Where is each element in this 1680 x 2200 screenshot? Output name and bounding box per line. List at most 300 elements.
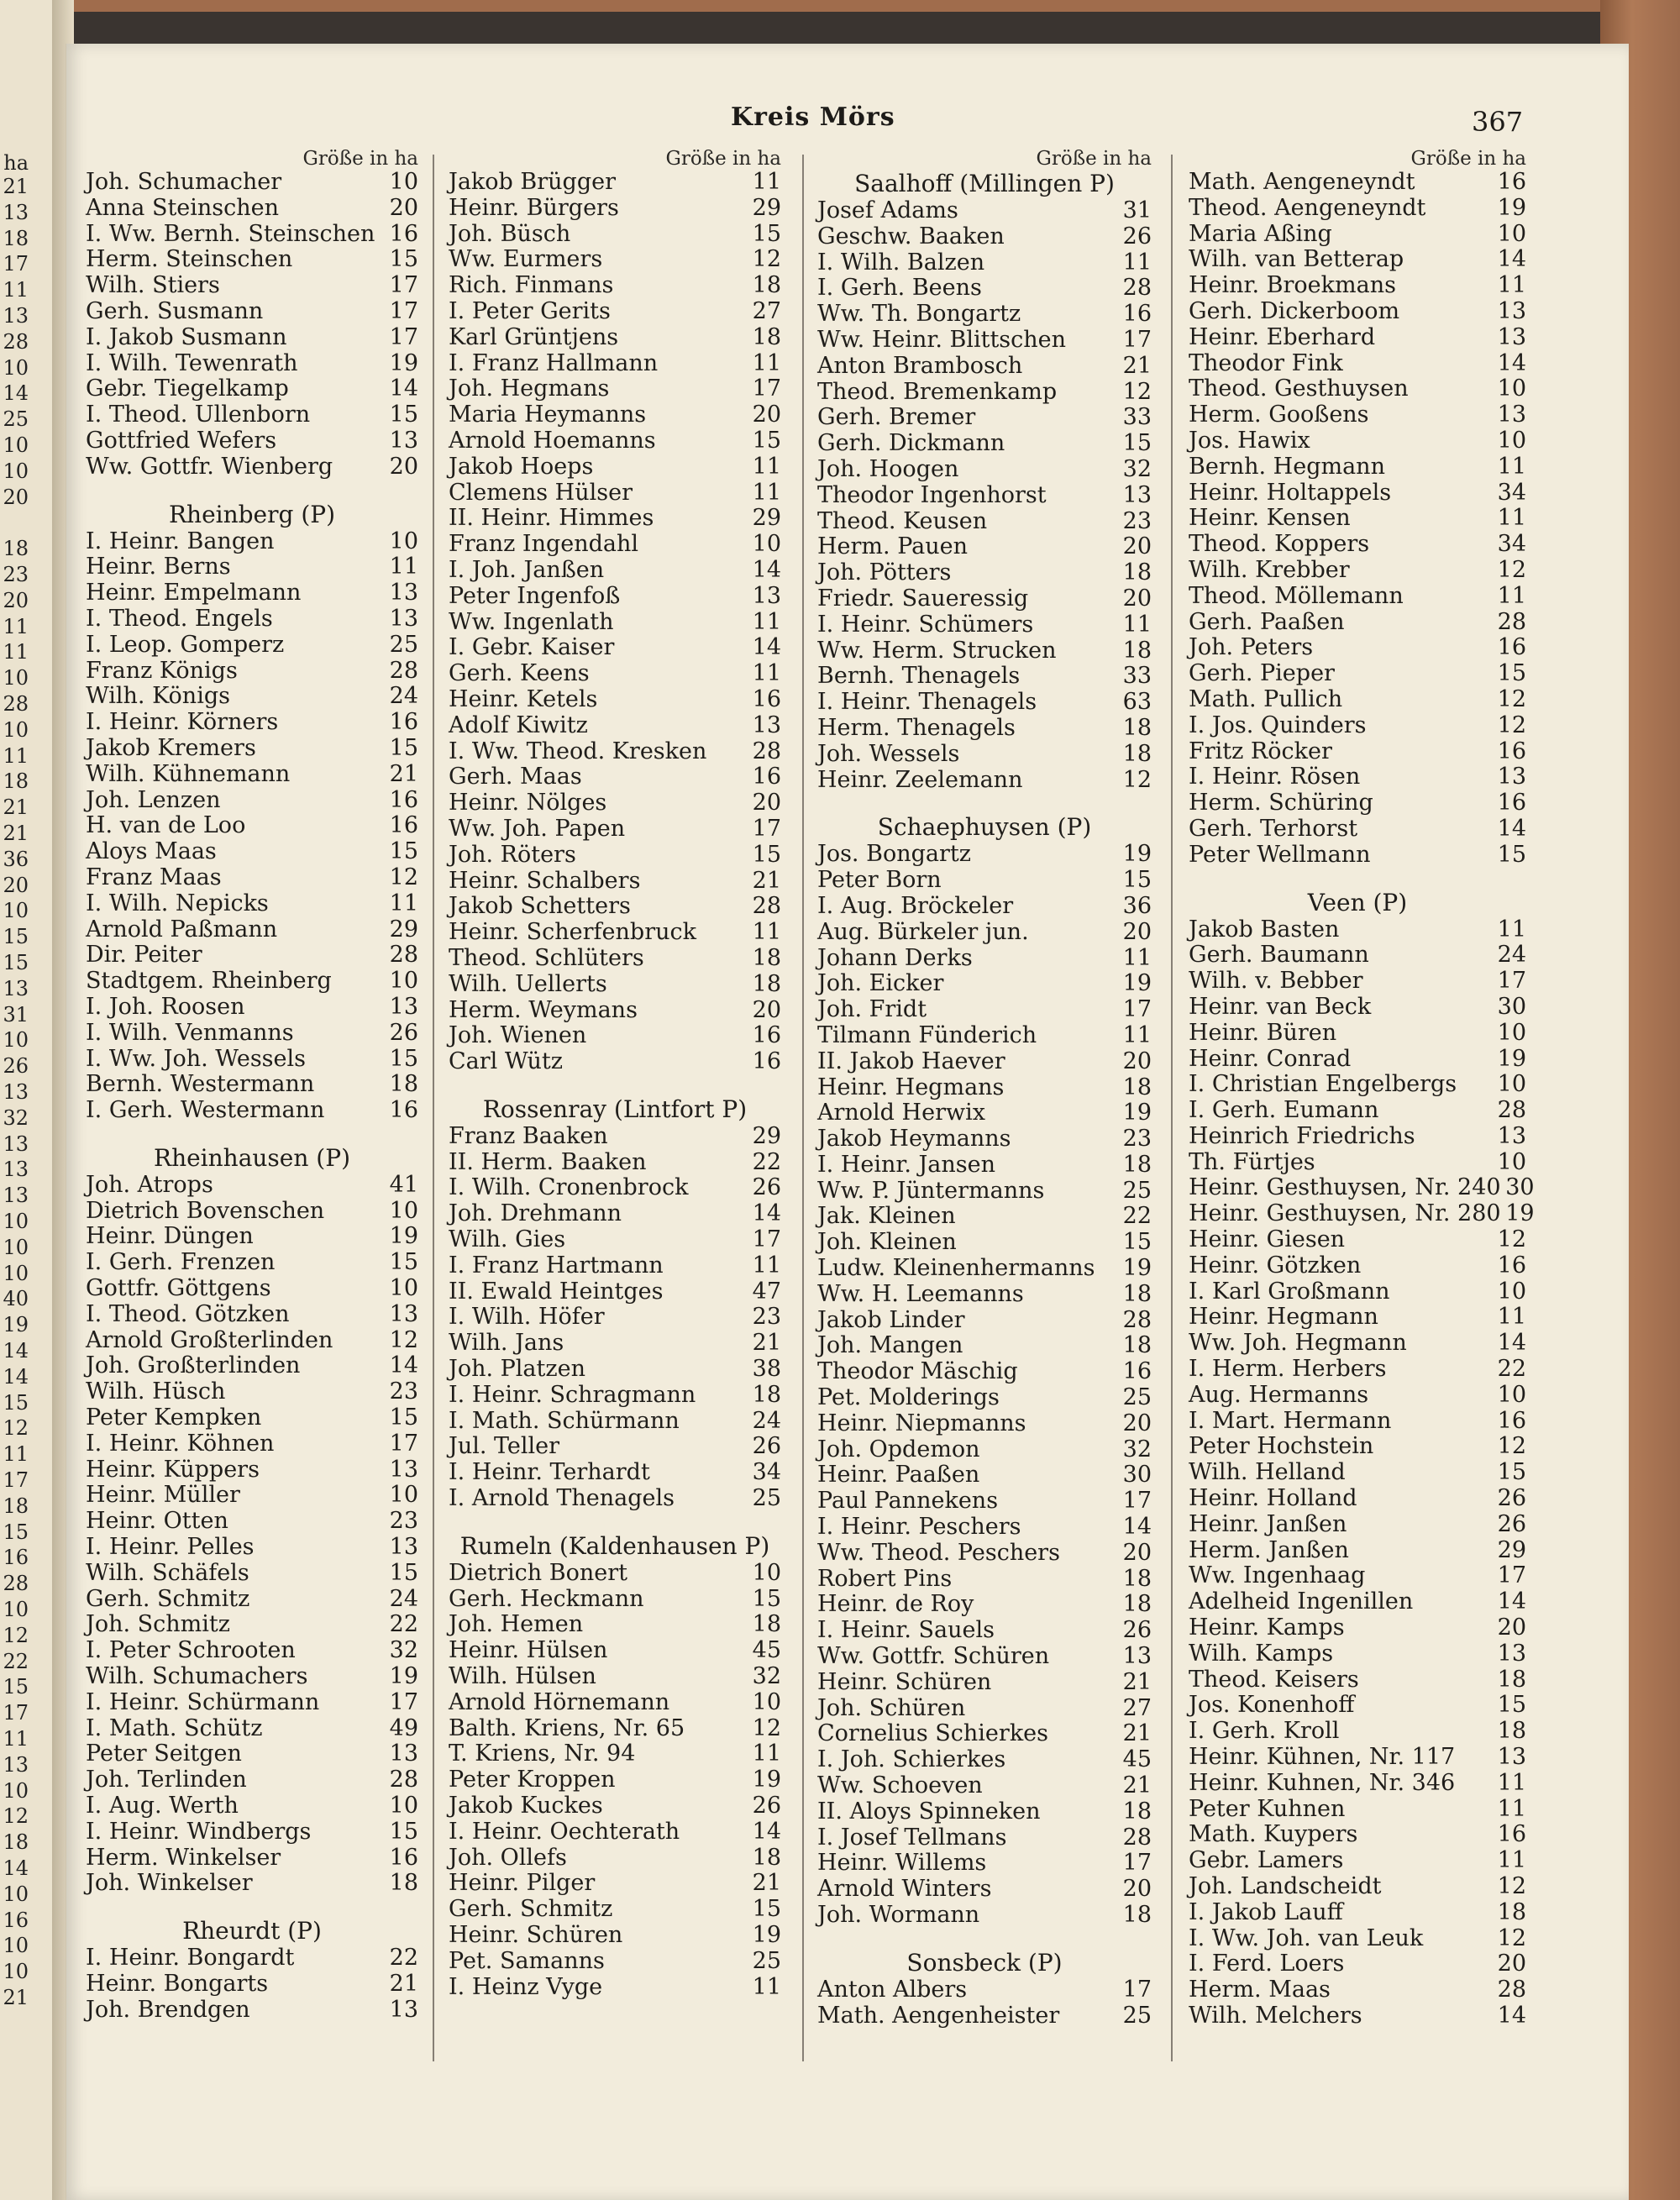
list-item	[1189, 247, 1526, 273]
owner-name: Gerh. Keens	[449, 660, 590, 687]
list-item	[817, 612, 1152, 638]
size-value: 17	[1122, 1976, 1152, 2003]
list-item	[817, 1153, 1152, 1179]
owner-name: Wilh. Kühnemann	[86, 760, 291, 787]
size-value: 27	[1122, 1694, 1152, 1721]
size-value: 18	[1122, 740, 1152, 767]
size-column-header: Größe in ha	[1410, 148, 1526, 170]
list-item	[817, 1462, 1152, 1489]
owner-name: Pet. Samanns	[449, 1947, 605, 1974]
list-item	[86, 1276, 418, 1302]
size-value: 22	[1122, 1203, 1152, 1230]
list-item	[86, 247, 418, 273]
list-item	[817, 1023, 1152, 1049]
size-value: 15	[389, 1045, 418, 1072]
list-item	[1189, 1615, 1526, 1641]
list-item	[86, 1173, 418, 1199]
size-value: 25	[1122, 1384, 1152, 1411]
owner-name: Gerh. Dickmann	[817, 430, 1005, 457]
owner-name: Joh. Pötters	[817, 559, 952, 586]
size-value: 29	[389, 916, 418, 942]
list-item	[1189, 1589, 1526, 1615]
owner-name: Ww. Theod. Peschers	[817, 1539, 1060, 1566]
list-item	[1189, 1667, 1526, 1693]
margin-number: 17	[3, 1701, 29, 1725]
list-item	[817, 534, 1152, 560]
list-item	[86, 606, 418, 633]
owner-name: Wilh. Königs	[86, 683, 230, 710]
size-value: 16	[752, 1022, 781, 1049]
owner-name: Heinr. Janßen	[1189, 1510, 1347, 1537]
list-item	[1189, 1900, 1526, 1926]
list-item	[1189, 1409, 1526, 1435]
list-item	[449, 480, 781, 507]
size-value: 34	[752, 1459, 781, 1486]
size-value: 10	[1497, 375, 1526, 402]
size-value: 18	[1122, 1902, 1152, 1928]
owner-name: I. Ww. Joh. Wessels	[86, 1045, 306, 1072]
owner-name: Ww. Th. Bongartz	[817, 301, 1021, 328]
size-value: 26	[389, 1019, 418, 1046]
owner-name: Carl Wütz	[449, 1048, 564, 1075]
list-item	[86, 554, 418, 580]
owner-name: Wilh. Kamps	[1189, 1640, 1334, 1667]
size-value: 11	[1497, 916, 1526, 942]
size-value: 19	[752, 1767, 781, 1793]
owner-name: I. Wilh. Cronenbrock	[449, 1174, 689, 1201]
owner-name: Th. Fürtjes	[1189, 1148, 1315, 1175]
size-value: 11	[1497, 1304, 1526, 1331]
size-value: 28	[389, 657, 418, 684]
list-item	[817, 1877, 1152, 1903]
size-value: 23	[1122, 507, 1152, 534]
list-item	[1189, 917, 1526, 943]
owner-name: I. Heinr. Köhnen	[86, 1430, 275, 1457]
list-item	[86, 813, 418, 839]
list-item	[86, 1250, 418, 1276]
list-item	[1189, 222, 1526, 248]
list-item	[1189, 1771, 1526, 1797]
owner-name: Theod. Aengeneyndt	[1189, 194, 1426, 221]
list-item	[449, 376, 781, 402]
owner-name: Theod. Keusen	[817, 507, 988, 534]
margin-number: 10	[3, 1210, 29, 1233]
margin-number: 10	[3, 459, 29, 483]
size-value: 12	[1497, 685, 1526, 712]
size-value: 19	[1122, 841, 1152, 868]
list-item	[449, 299, 781, 325]
list-item	[817, 716, 1152, 742]
list-item	[1189, 170, 1526, 196]
list-item	[449, 1587, 781, 1613]
list-item	[86, 762, 418, 788]
owner-name: I. Heinr. Körners	[86, 709, 279, 736]
size-value: 11	[752, 608, 781, 635]
margin-number: 19	[3, 1313, 29, 1337]
size-value: 11	[389, 554, 418, 580]
owner-name: Heinr. Büren	[1189, 1019, 1337, 1046]
list-item	[86, 1483, 418, 1509]
list-item	[449, 610, 781, 636]
book-cover-edge-top	[0, 0, 1680, 12]
owner-name: Jakob Kuckes	[449, 1793, 603, 1819]
list-item	[817, 1359, 1152, 1385]
owner-name: Joh. Drehmann	[449, 1200, 622, 1227]
list-item	[817, 405, 1152, 431]
list-item	[449, 1227, 781, 1253]
list-item	[817, 1179, 1152, 1205]
size-value: 13	[1497, 764, 1526, 790]
size-value: 24	[752, 1407, 781, 1434]
owner-name: Ww. H. Leemanns	[817, 1280, 1024, 1307]
list-item	[817, 1515, 1152, 1541]
owner-name: Arnold Herwix	[817, 1100, 985, 1126]
list-item	[449, 1279, 781, 1305]
size-value: 18	[1122, 1332, 1152, 1359]
section-heading: Saalhoff (Millingen P)	[854, 170, 1115, 197]
owner-name: Joh. Hoogen	[817, 455, 959, 482]
owner-name: Heinr. Holland	[1189, 1485, 1357, 1512]
size-value: 15	[389, 838, 418, 865]
margin-number: 12	[3, 1804, 29, 1829]
owner-name: Stadtgem. Rheinberg	[86, 968, 332, 995]
list-item	[1189, 1977, 1526, 2003]
size-value: 28	[752, 893, 781, 920]
margin-number: 10	[3, 1261, 29, 1285]
size-value: 29	[752, 505, 781, 532]
owner-name: Heinr. Paaßen	[817, 1462, 980, 1489]
owner-name: Gebr. Lamers	[1189, 1847, 1344, 1874]
owner-name: Heinr. Conrad	[1189, 1045, 1352, 1072]
margin-number: 20	[3, 588, 29, 612]
owner-name: Bernh. Hegmann	[1189, 453, 1385, 480]
owner-name: Fritz Röcker	[1189, 738, 1332, 764]
size-value: 21	[389, 760, 418, 787]
margin-number: 13	[3, 200, 29, 224]
list-item	[86, 1998, 418, 2024]
list-item	[817, 664, 1152, 690]
owner-name: Jakob Linder	[817, 1306, 965, 1333]
owner-name: I. Franz Hallmann	[449, 349, 659, 376]
list-item	[86, 1379, 418, 1405]
size-value: 14	[1497, 1330, 1526, 1357]
owner-name: Peter Kempken	[86, 1405, 262, 1431]
owner-name: Bernh. Thenagels	[817, 663, 1021, 690]
list-item	[449, 1664, 781, 1690]
list-item	[86, 351, 418, 377]
margin-number: 10	[3, 1778, 29, 1803]
size-value: 12	[1122, 378, 1152, 405]
size-value: 28	[1497, 1097, 1526, 1124]
owner-name: Heinr. Gesthuysen, Nr. 240	[1189, 1174, 1501, 1201]
list-item	[449, 1638, 781, 1664]
section-heading: Rheurdt (P)	[182, 1917, 322, 1945]
list-item	[817, 1977, 1152, 2003]
owner-name: Heinr. Empelmann	[86, 580, 302, 606]
size-value: 23	[1122, 1126, 1152, 1153]
list-item	[1189, 635, 1526, 661]
owner-name: I. Heinr. Bongardt	[86, 1945, 295, 1972]
list-item	[86, 402, 418, 428]
list-item	[449, 816, 781, 843]
owner-name: Gebr. Tiegelkamp	[86, 375, 289, 402]
size-value: 19	[1497, 1045, 1526, 1072]
size-value: 15	[389, 1559, 418, 1586]
column-divider	[1171, 155, 1173, 2061]
owner-name: I. Heinr. Windbergs	[86, 1818, 312, 1845]
list-item	[817, 1592, 1152, 1618]
list-item	[449, 1331, 781, 1357]
list-item	[817, 483, 1152, 509]
owner-name: Heinr. Nölges	[449, 790, 607, 816]
list-item	[86, 1716, 418, 1742]
list-item	[86, 1664, 418, 1690]
margin-number: 28	[3, 329, 29, 354]
size-value: 11	[752, 660, 781, 687]
owner-name: Karl Grüntjens	[449, 323, 619, 350]
size-value: 16	[1122, 301, 1152, 328]
list-item	[817, 1256, 1152, 1282]
list-item	[1189, 273, 1526, 299]
list-item	[817, 971, 1152, 997]
size-value: 12	[389, 864, 418, 890]
owner-name: Peter Kroppen	[449, 1767, 616, 1793]
owner-name: Heinr. Schüren	[449, 1922, 623, 1948]
margin-number: 23	[3, 563, 29, 586]
list-item	[86, 1819, 418, 1846]
owner-name: Heinr. Küppers	[86, 1456, 260, 1483]
size-value: 16	[389, 812, 418, 839]
size-value: 18	[1497, 1718, 1526, 1745]
owner-name: Gerh. Schmitz	[449, 1896, 613, 1923]
size-value: 16	[1122, 1358, 1152, 1385]
owner-name: Joh. Hemen	[449, 1611, 584, 1638]
list-item	[449, 325, 781, 351]
list-item	[86, 1302, 418, 1328]
list-item	[1189, 480, 1526, 507]
size-value: 18	[1122, 1591, 1152, 1618]
owner-name: I. Mart. Hermann	[1189, 1407, 1392, 1434]
owner-name: I. Heinr. Peschers	[817, 1514, 1021, 1541]
owner-name: Math. Pullich	[1189, 685, 1343, 712]
size-value: 11	[752, 479, 781, 506]
owner-name: Heinr. Düngen	[86, 1223, 254, 1250]
owner-name: Wilh. Jans	[449, 1330, 564, 1357]
size-value: 19	[389, 1223, 418, 1250]
owner-name: I. Wilh. Tewenrath	[86, 349, 298, 376]
size-value: 47	[752, 1278, 781, 1305]
list-item	[449, 894, 781, 920]
size-value: 21	[1122, 1720, 1152, 1747]
size-value: 17	[389, 272, 418, 299]
owner-name: Joh. Röters	[449, 841, 576, 868]
size-value: 19	[389, 349, 418, 376]
margin-number: 13	[3, 304, 29, 328]
owner-name: Ludw. Kleinenhermanns	[817, 1255, 1095, 1282]
list-item	[1189, 1641, 1526, 1667]
size-value: 11	[1497, 1769, 1526, 1796]
list-item	[449, 1434, 781, 1460]
owner-name: Peter Seitgen	[86, 1741, 242, 1767]
owner-name: H. van de Loo	[86, 812, 246, 839]
list-item	[1189, 196, 1526, 222]
size-value: 34	[1497, 479, 1526, 506]
owner-name: Heinr. Giesen	[1189, 1226, 1346, 1253]
list-item	[1189, 790, 1526, 816]
size-value: 16	[1497, 790, 1526, 816]
owner-name: Joh. Büsch	[449, 220, 571, 247]
margin-number: 15	[3, 951, 29, 974]
list-item	[86, 1098, 418, 1124]
list-item	[449, 1716, 781, 1742]
list-item	[449, 506, 781, 532]
list-item	[86, 1587, 418, 1613]
size-value: 18	[1122, 637, 1152, 664]
size-value: 18	[1497, 1898, 1526, 1925]
size-value: 28	[389, 1767, 418, 1793]
size-value: 13	[1122, 1643, 1152, 1670]
margin-number: 18	[3, 1494, 29, 1518]
list-item	[449, 1767, 781, 1793]
list-item	[449, 1175, 781, 1201]
size-value: 16	[752, 764, 781, 790]
size-value: 15	[389, 246, 418, 273]
list-item	[1189, 1719, 1526, 1745]
size-value: 10	[389, 1275, 418, 1302]
size-value: 18	[752, 1844, 781, 1871]
owner-name: Heinr. Kühnen, Nr. 117	[1189, 1744, 1456, 1771]
size-value: 10	[389, 968, 418, 995]
list-item	[449, 843, 781, 869]
owner-name: Joh. Winkelser	[86, 1870, 253, 1897]
owner-name: Ww. P. Jüntermanns	[817, 1177, 1045, 1204]
column-divider	[433, 155, 434, 2061]
margin-number: 14	[3, 1339, 29, 1363]
margin-number: 15	[3, 1390, 29, 1415]
size-value: 15	[389, 1249, 418, 1276]
size-value: 21	[389, 1971, 418, 1997]
owner-name: I. Ww. Theod. Kresken	[449, 738, 707, 764]
owner-name: Wilh. v. Bebber	[1189, 968, 1363, 995]
size-value: 10	[1497, 427, 1526, 454]
list-item	[817, 920, 1152, 946]
list-item	[449, 1049, 781, 1075]
list-item	[449, 946, 781, 972]
size-value: 13	[1497, 323, 1526, 350]
list-item	[86, 1509, 418, 1535]
owner-name: I. Heinr. Thenagels	[817, 689, 1037, 716]
owner-name: Theod. Schlüters	[449, 944, 644, 971]
owner-name: I. Arnold Thenagels	[449, 1485, 675, 1512]
owner-name: Wilh. Schumachers	[86, 1663, 308, 1690]
size-value: 49	[389, 1714, 418, 1741]
owner-name: Gerh. Paaßen	[1189, 608, 1345, 635]
owner-name: I. Jakob Lauff	[1189, 1898, 1343, 1925]
size-value: 11	[752, 919, 781, 946]
size-value: 17	[1122, 1850, 1152, 1877]
size-value: 22	[1497, 1356, 1526, 1383]
owner-name: Peter Hochstein	[1189, 1433, 1374, 1460]
owner-name: Wilh. Krebber	[1189, 556, 1350, 583]
owner-name: Geschw. Baaken	[817, 223, 1005, 249]
owner-name: Theod. Bremenkamp	[817, 378, 1058, 405]
list-item	[449, 1150, 781, 1176]
size-value: 18	[1122, 1151, 1152, 1178]
margin-number: 17	[3, 252, 29, 276]
size-value: 28	[1497, 1977, 1526, 2003]
size-value: 11	[1122, 1021, 1152, 1048]
margin-number: 10	[3, 717, 29, 742]
margin-number: 16	[3, 1546, 29, 1570]
margin-number: 12	[3, 1623, 29, 1647]
list-item	[86, 865, 418, 891]
list-item	[86, 529, 418, 555]
list-item	[817, 354, 1152, 380]
list-item	[449, 1561, 781, 1587]
owner-name: I. Gebr. Kaiser	[449, 634, 615, 661]
list-item	[1189, 325, 1526, 351]
owner-name: Gerh. Bremer	[817, 404, 976, 431]
owner-name: Ww. Ingenlath	[449, 608, 614, 635]
list-item	[817, 1489, 1152, 1515]
list-item	[86, 659, 418, 685]
owner-name: Johann Derks	[817, 944, 973, 971]
size-value: 10	[389, 1793, 418, 1819]
size-value: 15	[389, 1405, 418, 1431]
list-item	[86, 1224, 418, 1250]
size-value: 13	[389, 1456, 418, 1483]
size-value: 25	[752, 1485, 781, 1512]
size-value: 14	[1497, 246, 1526, 273]
previous-page-margin	[0, 0, 59, 2200]
owner-name: Wilh. Hüsch	[86, 1378, 226, 1405]
owner-name: Heinr. Götzken	[1189, 1252, 1362, 1279]
list-item	[449, 635, 781, 661]
owner-name: Heinrich Friedrichs	[1189, 1122, 1415, 1149]
list-item	[449, 247, 781, 273]
owner-name: Wilh. Hülsen	[449, 1663, 596, 1690]
list-item	[86, 995, 418, 1021]
size-value: 18	[1497, 1666, 1526, 1693]
list-item	[1189, 1047, 1526, 1073]
owner-name: Gerh. Baumann	[1189, 942, 1369, 969]
list-item	[86, 325, 418, 351]
size-value: 26	[1497, 1510, 1526, 1537]
list-item	[86, 1871, 418, 1897]
size-value: 19	[1505, 1200, 1535, 1227]
owner-name: II. Ewald Heintges	[449, 1278, 664, 1305]
owner-name: Wilh. Melchers	[1189, 2002, 1362, 2029]
list-item	[817, 328, 1152, 354]
list-item	[817, 1100, 1152, 1126]
owner-name: I. Gerh. Frenzen	[86, 1249, 276, 1276]
list-item	[817, 1204, 1152, 1230]
owner-name: Herm. Steinschen	[86, 246, 293, 273]
size-value: 12	[1122, 766, 1152, 793]
column-4	[1189, 148, 1535, 2029]
margin-number: 14	[3, 1856, 29, 1880]
owner-name: Heinr. Pilger	[449, 1870, 596, 1897]
size-value: 24	[389, 683, 418, 710]
owner-name: Pet. Molderings	[817, 1384, 1000, 1411]
size-value: 36	[1122, 892, 1152, 919]
owner-name: Robert Pins	[817, 1565, 953, 1592]
section-heading: Sonsbeck (P)	[906, 1948, 1063, 1977]
size-value: 23	[389, 1508, 418, 1535]
size-value: 23	[752, 1304, 781, 1331]
size-value: 26	[1122, 223, 1152, 249]
size-value: 30	[1122, 1462, 1152, 1489]
